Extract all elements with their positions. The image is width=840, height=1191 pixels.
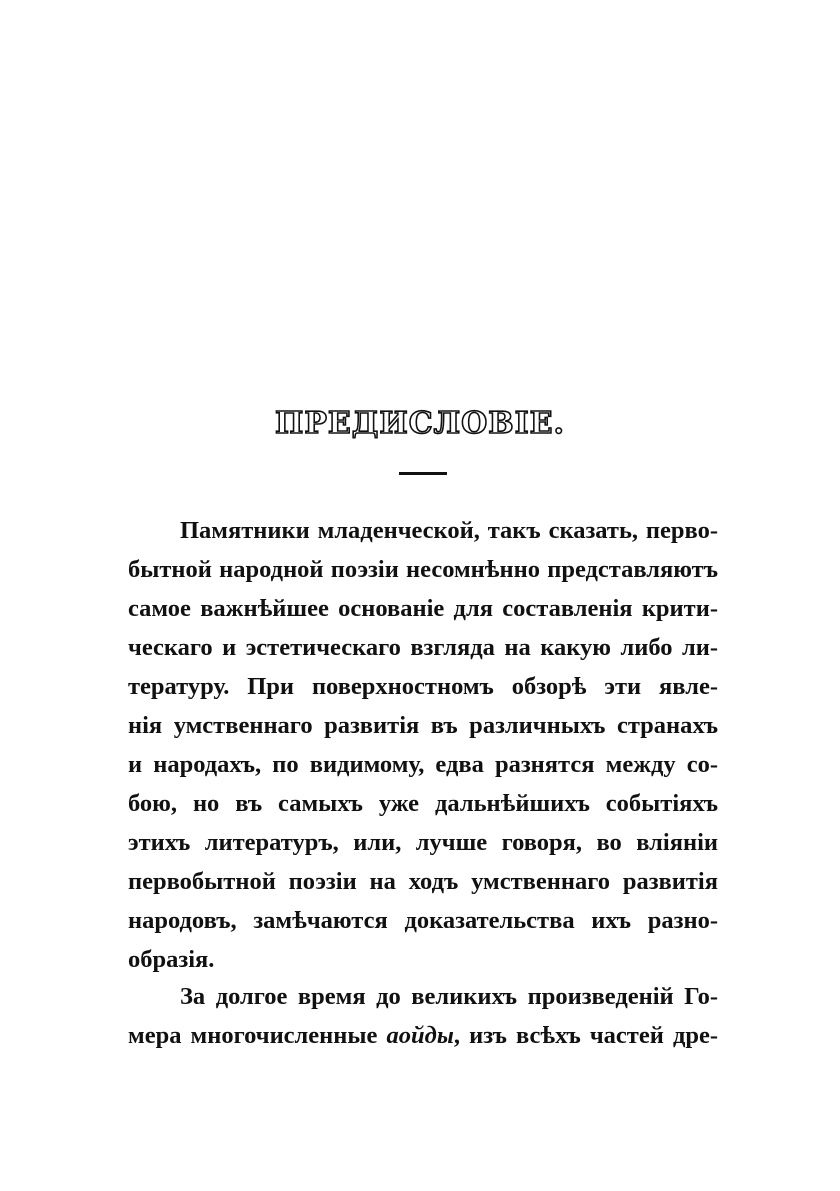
- paragraph-1: [128, 511, 718, 979]
- text-segment: мера многочисленные: [128, 1022, 387, 1049]
- text-line: первобытной поэзіи на ходъ умственнаго развитія: [128, 868, 718, 895]
- paragraph-2: [128, 977, 718, 1055]
- text-line: ческаго и эстетическаго взгляда на какую либо ли-: [128, 634, 718, 661]
- text-line: тературу. При поверхностномъ обзорѣ эти явле-: [128, 673, 718, 700]
- page-title: ПРЕДИСЛОВІЕ.: [274, 406, 565, 441]
- italic-term: аойды: [386, 1022, 454, 1049]
- text-line: образія.: [128, 946, 215, 973]
- text-line: народовъ, замѣчаются доказательства ихъ разно-: [128, 907, 718, 934]
- text-line: и народахъ, по видимому, едва разнятся между со-: [128, 751, 718, 778]
- text-line: нія умственнаго развитія въ различныхъ странахъ: [128, 712, 718, 739]
- text-line: Памятники младенческой, такъ сказать, перво-: [180, 517, 718, 544]
- text-line: бытной народной поэзіи несомнѣнно представляютъ: [128, 556, 718, 583]
- text-line: [128, 1016, 718, 1055]
- title-divider: [399, 472, 447, 475]
- text-line: бою, но въ самыхъ уже дальнѣйшихъ событіяхъ: [128, 790, 718, 817]
- text-segment: , изъ всѣхъ частей дре-: [453, 1022, 718, 1049]
- text-line: самое важнѣйшее основаніе для составленія крити-: [128, 595, 718, 622]
- text-line: За долгое время до великихъ произведеній Го-: [180, 983, 718, 1010]
- text-line: этихъ литературъ, или, лучше говоря, во вліяніи: [128, 829, 718, 856]
